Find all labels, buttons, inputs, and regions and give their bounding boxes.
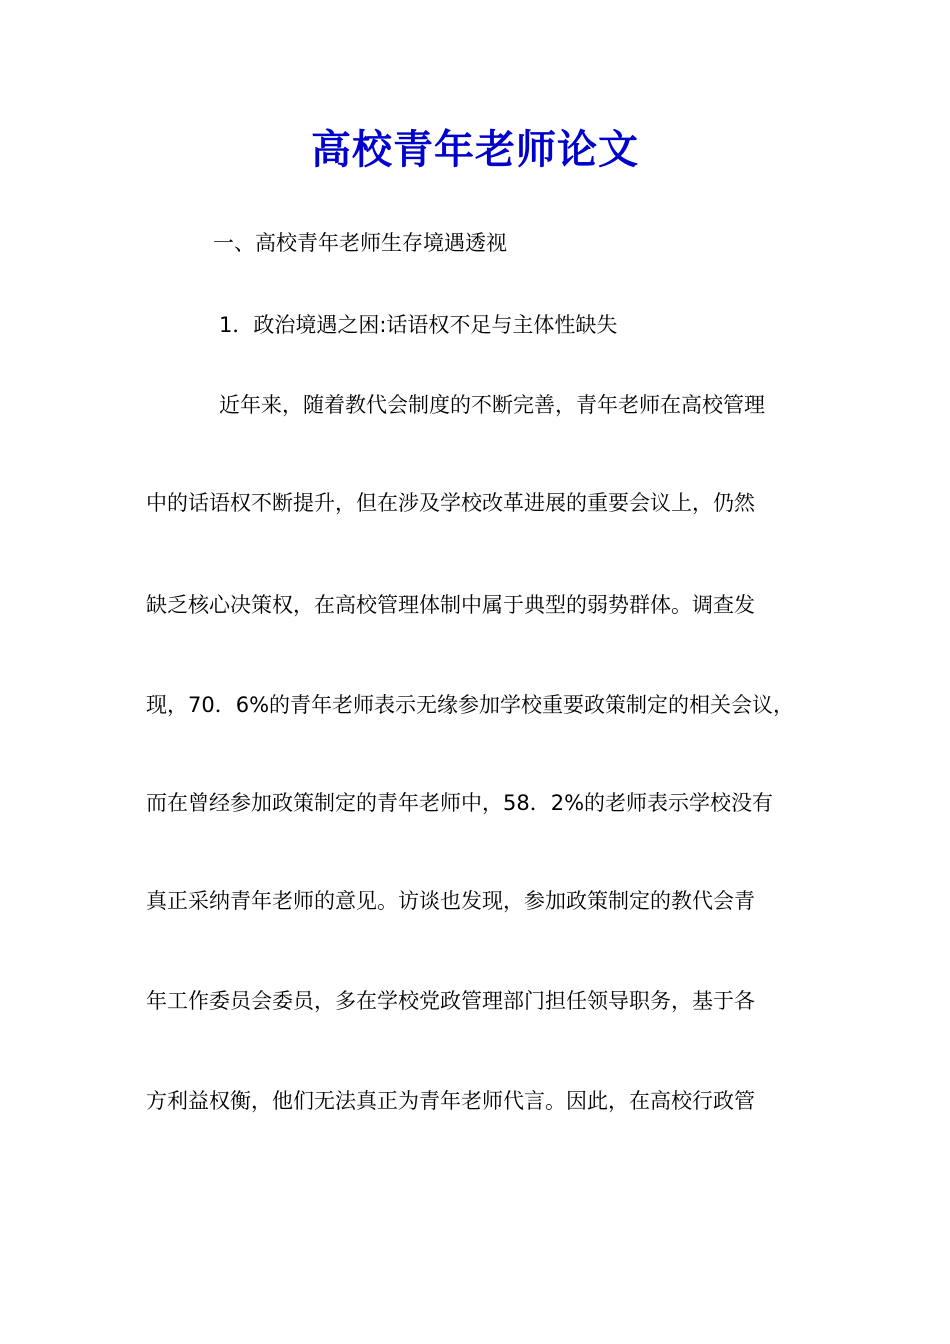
body-line: 年工作委员会委员，多在学校党政管理部门担任领导职务，基于各	[146, 989, 755, 1013]
body-line: 近年来，随着教代会制度的不断完善，青年老师在高校管理	[219, 393, 765, 417]
subsection-heading: 1．政治境遇之困:话语权不足与主体性缺失	[219, 313, 618, 337]
body-line: 而在曾经参加政策制定的青年老师中，58．2%的老师表示学校没有	[146, 791, 774, 815]
body-line: 现，70．6%的青年老师表示无缘参加学校重要政策制定的相关会议，	[146, 693, 795, 717]
document-title: 高校青年老师论文	[311, 126, 639, 173]
body-line: 中的话语权不断提升，但在涉及学校改革进展的重要会议上，仍然	[146, 491, 755, 515]
section-heading: 一、高校青年老师生存境遇透视	[213, 231, 507, 255]
body-line: 缺乏核心决策权，在高校管理体制中属于典型的弱势群体。调查发	[146, 593, 755, 617]
body-line: 真正采纳青年老师的意见。访谈也发现，参加政策制定的教代会青	[146, 889, 755, 913]
body-line: 方利益权衡，他们无法真正为青年老师代言。因此，在高校行政管	[146, 1089, 755, 1113]
